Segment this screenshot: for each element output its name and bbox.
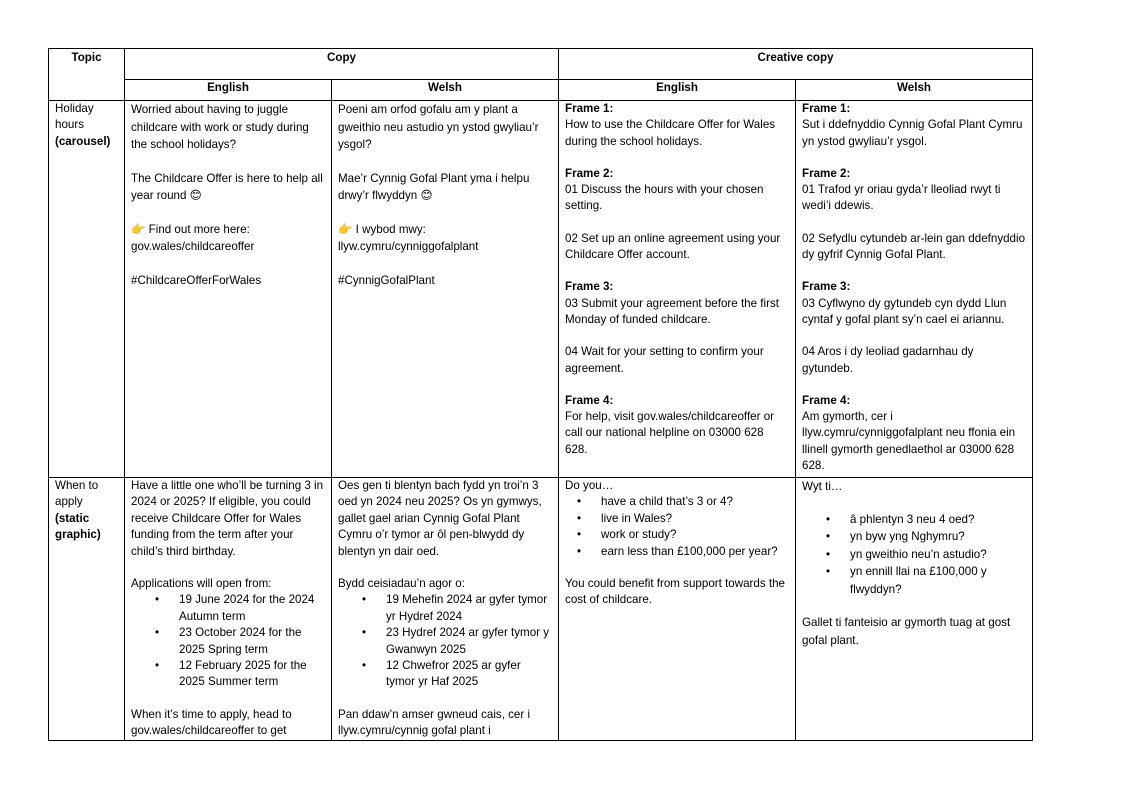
frame-text: 02 Sefydlu cytundeb ar-lein gan ddefnyddio dy gyfrif Cynnig Gofal Plant. xyxy=(802,231,1026,262)
list-item: • work or study? xyxy=(601,527,789,543)
copy-hashtag: #CynnigGofalPlant xyxy=(338,273,435,287)
frame-title: Frame 4: xyxy=(565,393,614,407)
copy-paragraph: Have a little one who’ll be turning 3 in 2024 or 2025? If eligible, you could receive Childcare Offer for Wales funding from the term after your child’s third birthday. xyxy=(131,479,324,558)
copy-paragraph: Applications will open from: xyxy=(131,577,272,591)
topic-title: When to apply xyxy=(55,479,99,509)
topic-format: (static graphic) xyxy=(55,511,101,542)
header-copy-welsh: Welsh xyxy=(332,80,559,101)
list-item: • 19 Mehefin 2024 ar gyfer tymor yr Hydref 2024 xyxy=(386,592,552,625)
table-row xyxy=(49,101,1033,478)
copy-english-cell xyxy=(125,478,332,741)
table-row xyxy=(49,478,1033,741)
copy-welsh-cell xyxy=(332,478,559,741)
copy-paragraph: Worried about having to juggle childcare with work or study during the school holidays? xyxy=(131,103,309,151)
frame-text: 01 Trafod yr oriau gyda’r lleoliad rwyt ti wedi’i ddewis. xyxy=(802,183,1001,213)
copy-paragraph: Poeni am orfod gofalu am y plant a gweithio neu astudio yn ystod gwyliau’r ysgol? xyxy=(338,103,539,151)
frame-text: Sut i ddefnyddio Cynnig Gofal Plant Cymru yn ystod gwyliau’r ysgol. xyxy=(802,118,1023,148)
copy-paragraph: 👉 I wybod mwy: xyxy=(338,222,426,236)
header-copy-english: English xyxy=(125,80,332,101)
copy-link: gov.wales/childcareoffer xyxy=(131,240,255,253)
copy-hashtag: #ChildcareOfferForWales xyxy=(131,273,262,287)
copy-paragraph: 👉 Find out more here: xyxy=(131,222,250,236)
frame-text: How to use the Childcare Offer for Wales during the school holidays. xyxy=(565,118,776,148)
creative-intro: Wyt ti… xyxy=(802,480,843,493)
copy-paragraph: The Childcare Offer is here to help all year round 😊 xyxy=(131,171,323,202)
list-item: • 12 February 2025 for the 2025 Summer term xyxy=(179,658,325,691)
frame-title: Frame 2: xyxy=(565,166,614,180)
creative-english-cell xyxy=(559,101,796,478)
header-row-main xyxy=(49,49,1033,80)
copy-link: llyw.cymru/cynniggofalplant xyxy=(338,240,479,253)
list-item: • live in Wales? xyxy=(601,511,789,527)
frame-title: Frame 4: xyxy=(802,393,851,407)
creative-welsh-cell xyxy=(796,478,1033,741)
frame-title: Frame 2: xyxy=(802,166,851,180)
list-item: • 23 Hydref 2024 ar gyfer tymor y Gwanwyn 2025 xyxy=(386,625,552,658)
frame-title: Frame 1: xyxy=(565,102,614,115)
list-item: • yn ennill llai na £100,000 y flwyddyn? xyxy=(850,563,1026,598)
copy-welsh-cell xyxy=(332,101,559,478)
list-item: • â phlentyn 3 neu 4 oed? xyxy=(850,511,1026,529)
header-row-languages xyxy=(49,80,1033,101)
list-item: • earn less than £100,000 per year? xyxy=(601,544,789,560)
topic-format: (carousel) xyxy=(55,134,111,148)
creative-outro: You could benefit from support towards the cost of childcare. xyxy=(565,577,786,607)
dates-list xyxy=(338,592,552,690)
creative-outro: Gallet ti fanteisio ar gymorth tuag at gost gofal plant. xyxy=(802,616,1011,647)
copy-english-cell xyxy=(125,101,332,478)
header-topic: Topic xyxy=(49,49,125,101)
frame-text: 03 Submit your agreement before the first Monday of funded childcare. xyxy=(565,296,779,326)
copy-paragraph: Oes gen ti blentyn bach fydd yn troi’n 3 oed yn 2024 neu 2025? Os yn gymwys, gallet gael arian Cynnig Gofal Plant Cymru o’r tymor ar ôl pen-blwydd dy blentyn yn dair oed. xyxy=(338,479,542,558)
creative-intro: Do you… xyxy=(565,479,614,492)
copy-paragraph: Bydd ceisiadau’n agor o: xyxy=(338,577,465,591)
list-item: • 19 June 2024 for the 2024 Autumn term xyxy=(179,592,325,625)
frame-title: Frame 1: xyxy=(802,102,851,115)
header-creative-english: English xyxy=(559,80,796,101)
topic-cell xyxy=(49,478,125,741)
list-item: • 23 October 2024 for the 2025 Spring term xyxy=(179,625,325,658)
header-copy: Copy xyxy=(125,49,559,80)
frame-text: 04 Wait for your setting to confirm your agreement. xyxy=(565,345,764,375)
frame-text: 01 Discuss the hours with your chosen setting. xyxy=(565,183,764,213)
copy-paragraph: When it’s time to apply, head to gov.wales/childcareoffer to get xyxy=(131,707,292,738)
header-creative-copy: Creative copy xyxy=(559,49,1033,80)
frame-text: 03 Cyflwyno dy gytundeb cyn dydd Llun cyntaf y gofal plant sy’n cael ei ariannu. xyxy=(802,296,1007,326)
dates-list xyxy=(131,592,325,690)
copy-paragraph: Pan ddaw’n amser gwneud cais, cer i llyw.cymru/cynnig gofal plant i xyxy=(338,707,531,738)
topic-cell xyxy=(49,101,125,478)
topic-title: Holiday hours xyxy=(55,102,94,132)
header-creative-welsh: Welsh xyxy=(796,80,1033,101)
creative-welsh-cell xyxy=(796,101,1033,478)
list-item: • have a child that’s 3 or 4? xyxy=(601,494,789,510)
content-table xyxy=(48,48,1033,741)
creative-english-cell xyxy=(559,478,796,741)
frame-text: 02 Set up an online agreement using your Childcare Offer account. xyxy=(565,231,781,262)
eligibility-list xyxy=(565,494,789,560)
frame-text: 04 Aros i dy leoliad gadarnhau dy gytundeb. xyxy=(802,345,974,375)
frame-text: For help, visit gov.wales/childcareoffer or call our national helpline on 03000 628 628. xyxy=(565,410,775,456)
copy-paragraph: Mae’r Cynnig Gofal Plant yma i helpu drwy’r flwyddyn 😊 xyxy=(338,171,530,202)
eligibility-list xyxy=(802,511,1026,599)
frame-text: Am gymorth, cer i llyw.cymru/cynniggofalplant neu ffonia ein llinell gymorth genedlaethol ar 03000 628 628. xyxy=(802,410,1016,473)
frame-title: Frame 3: xyxy=(565,280,614,294)
list-item: • yn gweithio neu’n astudio? xyxy=(850,546,1026,564)
list-item: • yn byw yng Nghymru? xyxy=(850,528,1026,546)
list-item: • 12 Chwefror 2025 ar gyfer tymor yr Haf 2025 xyxy=(386,658,552,691)
frame-title: Frame 3: xyxy=(802,280,851,294)
